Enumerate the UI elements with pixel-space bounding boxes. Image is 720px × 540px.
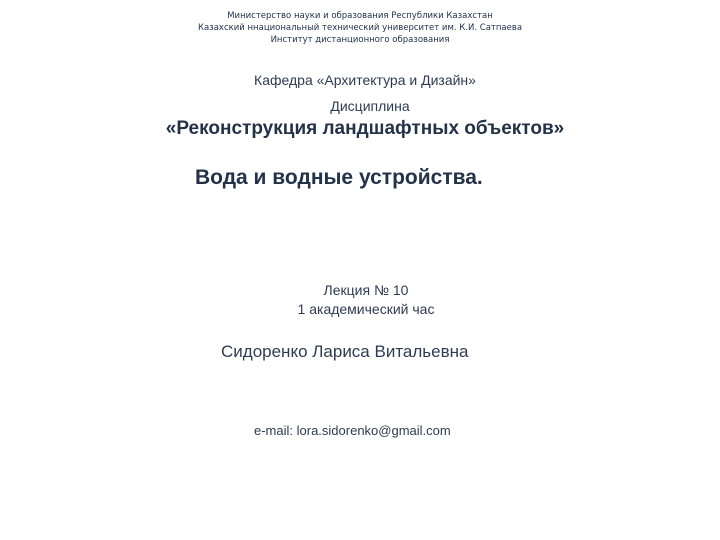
university-line: Казахский ннациональный технический университет им. К.И. Сатпаева (197, 23, 523, 33)
ministry-line: Министерство науки и образования Республики Казахстан (227, 11, 493, 21)
lecture-info (0, 281, 720, 319)
institute-line: Институт дистанционного образования (270, 35, 450, 45)
lecture-number: Лекция № 10 (323, 282, 409, 298)
discipline-label: Дисциплина (330, 98, 410, 114)
discipline-title: «Реконструкция ландшафтных объектов» (165, 118, 565, 139)
author-name: Сидоренко Лариса Витальевна (221, 342, 469, 361)
lecture-duration: 1 академический час (297, 301, 435, 317)
department-name: Кафедра «Архитектура и Дизайн» (254, 72, 476, 88)
author-email: e-mail: lora.sidorenko@gmail.com (254, 423, 451, 438)
lecture-title: Вода и водные устройства. (195, 166, 483, 189)
institution-header (0, 10, 720, 46)
